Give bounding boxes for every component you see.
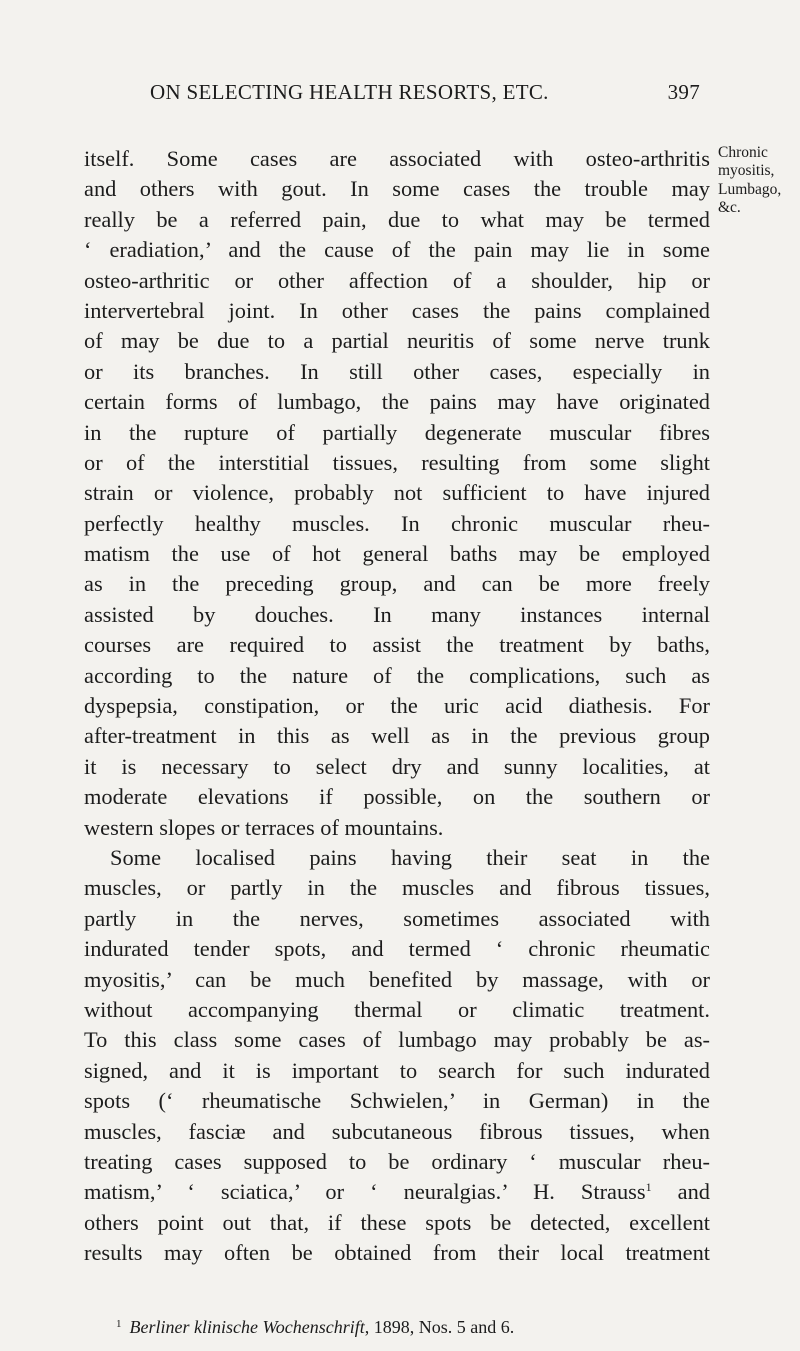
text-line: dyspepsia, constipation, or the uric acid diathesis. For [84,693,710,719]
text-line: muscles, fasciæ and subcutaneous fibrous tissues, when [84,1118,710,1144]
footnote-journal: Berliner klinische Wochenschrift [129,1317,365,1337]
text-line: matism the use of hot general baths may be employed [84,541,710,567]
text-line: as in the preceding group, and can be more freely [84,571,710,597]
text-line: western slopes or terraces of mountains. [84,814,444,840]
footnote-reference: 1 [645,1180,652,1195]
margin-note-line: Chronic [718,144,768,161]
text-segment: matism,’ ‘ sciatica,’ or ‘ neuralgias.’ H. Strauss [84,1179,646,1205]
text-line: without accompanying thermal or climatic treatment. [84,996,710,1022]
text-line: assisted by douches. In many instances internal [84,601,710,627]
text-line: indurated tender spots, and termed ‘ chronic rheumatic [84,936,710,962]
text-line: intervertebral joint. In other cases the pains complained [84,297,710,323]
text-line: partly in the nerves, sometimes associated with [84,905,710,931]
text-line: or of the interstitial tissues, resulting from some slight [84,449,710,475]
text-line: spots (‘ rheumatische Schwielen,’ in German) in the [84,1088,710,1114]
running-head [150,80,700,110]
text-line: certain forms of lumbago, the pains may have originated [84,389,710,415]
text-line: in the rupture of partially degenerate muscular fibres [84,419,710,445]
text-line: according to the nature of the complications, such as [84,662,710,688]
text-line: or its branches. In still other cases, especially in [84,358,710,384]
text-segment: and [677,1179,710,1205]
text-line: To this class some cases of lumbago may probably be as- [84,1027,710,1053]
page-number: 397 [667,80,700,104]
text-line: after-treatment in this as well as in the previous group [84,723,710,749]
running-title: ON SELECTING HEALTH RESORTS, ETC. [150,80,549,104]
text-line: perfectly healthy muscles. In chronic muscular rheu- [84,510,710,536]
text-line: signed, and it is important to search for such indurated [84,1057,710,1083]
text-line: muscles, or partly in the muscles and fibrous tissues, [84,875,710,901]
text-line: others point out that, if these spots be detected, excellent [84,1209,710,1235]
margin-note [718,144,800,218]
margin-note-line: myositis, [718,162,775,180]
text-line: moderate elevations if possible, on the southern or [84,784,710,810]
margin-note-line: Lumbago, [718,180,782,198]
text-line: treating cases supposed to be ordinary ‘ muscular rheu- [84,1148,710,1174]
text-line: itself. Some cases are associated with osteo-arthritis [84,146,710,171]
text-line: results may often be obtained from their local treatment [84,1240,710,1266]
text-line: Some localised pains having their seat in the [110,844,710,870]
text-line: strain or violence, probably not sufficient to have injured [84,480,710,506]
text-line: it is necessary to select dry and sunny localities, at [84,753,710,779]
text-line: of may be due to a partial neuritis of some nerve trunk [84,328,710,354]
footnote [116,1317,716,1338]
text-line: and others with gout. In some cases the trouble may [84,176,710,202]
text-line: osteo-arthritic or other affection of a shoulder, hip or [84,267,710,293]
footnote-citation: , 1898, Nos. 5 and 6. [364,1317,515,1337]
text-line: ‘ eradiation,’ and the cause of the pain may lie in some [84,237,710,263]
text-line-with-footnote-ref [84,1177,710,1207]
body-text [84,144,710,1268]
text-line: really be a referred pain, due to what may be termed [84,206,710,232]
margin-note-line: &c. [718,199,741,217]
text-line: courses are required to assist the treatment by baths, [84,632,710,658]
text-line: myositis,’ can be much benefited by massage, with or [84,966,710,992]
footnote-mark: 1 [116,1318,122,1330]
